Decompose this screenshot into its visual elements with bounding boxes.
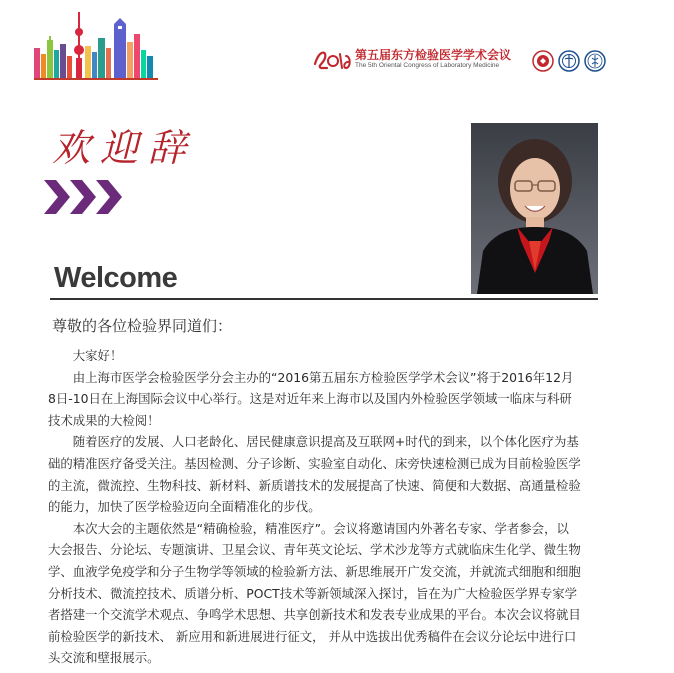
chevron-arrows-icon: [44, 180, 126, 214]
letter-line: 本次大会的主题依然是“精确检验，精准医疗”。会议将邀请国内外著名专家、学者参会，以: [48, 520, 569, 536]
letter-line: 学、血液学免疫学和分子生物学等领域的检验新方法、新思维展开广发交流，并就流式细胞和细胞: [48, 563, 581, 579]
letter-salutation: 尊敬的各位检验界同道们：: [52, 317, 233, 335]
medical-association-seal-icon: [558, 50, 580, 72]
letter-line: 大家好！: [48, 348, 123, 363]
letter-line: 8日-10日在上海国际会议中心举行。这是对近年来上海市以及国内外检验医学领域一临床与科研: [48, 391, 572, 407]
letter-line: 随着医疗的发展、人口老龄化、居民健康意识提高及互联网+时代的到来，以个体化医疗为基: [48, 434, 579, 450]
letter-line: 的能力，加快了医学检验迈向全面精准化的步伐。: [48, 499, 321, 515]
letter-line: 大会报告、分论坛、专题演讲、卫星会议、青年英文论坛、学术沙龙等方式就临床生化学、微生物: [48, 542, 581, 558]
conference-title-en: The 5th Oriental Congress of Laboratory Medicine: [355, 62, 500, 69]
letter-line: 由上海市医学会检验医学分会主办的“2016第五届东方检验医学学术会议”将于2016年12月: [48, 369, 574, 385]
society-seal-icon: [532, 50, 554, 72]
welcome-title-en: Welcome: [54, 262, 178, 294]
letter-line: 头交流和壁报展示。: [48, 650, 160, 666]
conference-year-logo: [313, 44, 353, 72]
city-skyline-icon: [34, 10, 158, 80]
conference-title-cn: 第五届东方检验医学学术会议: [355, 48, 512, 62]
heading-divider: [50, 298, 598, 300]
page-header: [0, 0, 674, 92]
letter-line: 的主流，微流控、生物科技、新材料、新质谱技术的发展提高了快速、简便和大数据、高通量检验: [48, 477, 581, 493]
letter-line: 技术成果的大检阅！: [48, 412, 160, 428]
letter-line: 分析技术、微流控技术、质谱分析、POCT技术等新领域深入探讨，旨在为广大检验医学界专家学: [48, 585, 578, 601]
conference-logo: [313, 44, 523, 74]
letter-line: 者搭建一个交流学术观点、争鸣学术思想、共享创新技术和发表专业成果的平台。本次会议将就目: [48, 607, 581, 623]
welcome-title-cn: 欢迎辞: [52, 126, 197, 170]
speaker-portrait: [471, 123, 598, 294]
letter-line: 前检验医学的新技术、 新应用和新进展进行征文， 并从中选拔出优秀稿件在会议分论坛中进行口: [48, 628, 577, 644]
laboratory-society-seal-icon: [584, 50, 606, 72]
letter-line: 础的精准医疗备受关注。基因检测、分子诊断、实验室自动化、床旁快速检测已成为目前检验医学: [48, 455, 581, 471]
letter-body: [48, 345, 604, 669]
